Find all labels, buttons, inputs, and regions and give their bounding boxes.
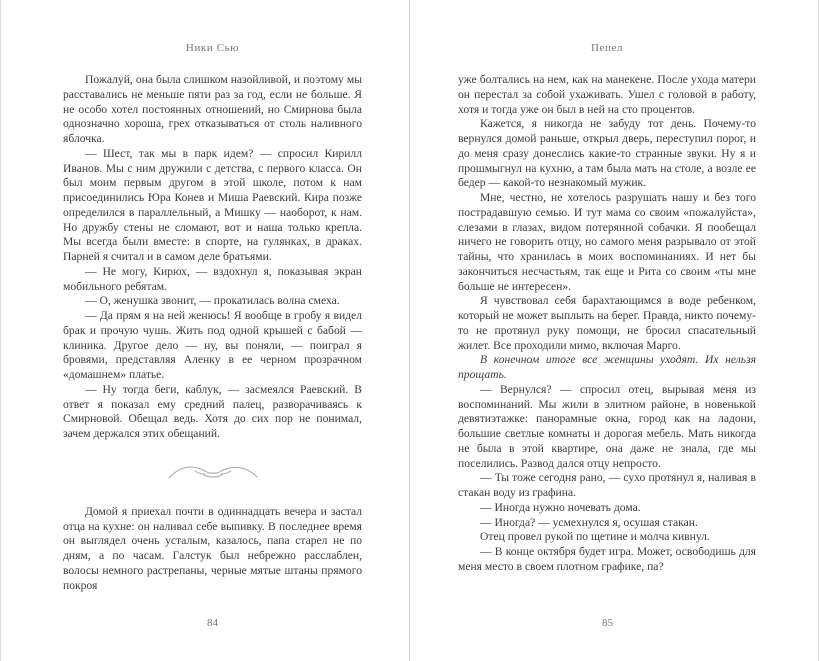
paragraph-italic: В конечном итоге все женщины уходят. Их нельзя прощать. bbox=[458, 353, 756, 381]
paragraph: Пожалуй, она была слишком назойливой, и поэтому мы расставались не меньше пяти раз за год, если не больше. Я не особо хотел постоянных отношений, но Смирнова была однозначно хороша, грех отказываться от столь наливного яблочка. bbox=[63, 73, 362, 145]
page-left-text bbox=[63, 73, 362, 593]
running-header-author: Ники Сью bbox=[185, 42, 240, 54]
page-left bbox=[1, 0, 409, 661]
page-number-right: 85 bbox=[602, 617, 613, 629]
paragraph: — Вернулся? — спросил отец, вырывая меня из воспоминаний. Мы жили в элитном районе, в новенькой девятиэтажке: панорамные окна, город как на ладони, большие светлые комнаты и дорогая мебель. Мать никогда не была в этой квартире, она даже не знала, где мы поселились. Развод дался отцу непросто. bbox=[458, 382, 756, 470]
paragraph: — Да прям я на ней женюсь! Я вообще в гробу я видел брак и прочую чушь. Жить под одной крышей с бабой — клиника. Другое дело — ну, вы поняли, — поиграл я бровями, представляя Аленку в ее черном прозрачном «домашнем» платье. bbox=[63, 309, 362, 381]
hands-flourish-icon bbox=[165, 458, 261, 486]
paragraph: — Ты тоже сегодня рано, — сухо протянул я, наливая в стакан воду из графина. bbox=[458, 471, 756, 499]
paragraph: — Не могу, Кирюх, — вздохнул я, показывая экран мобильного ребятам. bbox=[63, 264, 362, 293]
paragraph: — Иногда нужно ночевать дома. bbox=[480, 500, 641, 514]
paragraph: Кажется, я никогда не забуду тот день. Почему-то вернулся домой раньше, открыл дверь, переступил порог, и до меня сразу донеслись какие-то странные звуки. Ну я и прошмыгнул на кухню, а там была мать на столе, а возле ее бедер — какой-то незнакомый мужик. bbox=[458, 117, 756, 190]
paragraph: уже болтались на нем, как на манекене. После ухода матери он перестал за собой ухаживать. Ушел с головой в работу, хотя и тогда уже он был в ней на сто процентов. bbox=[458, 73, 756, 116]
paragraph: — Иногда? — усмехнулся я, осушая стакан. bbox=[480, 515, 698, 529]
paragraph: Мне, честно, не хотелось разрушать нашу и без того пострадавшую семью. И тут мама со своим «пожалуйста», слезами в глазах, видом потерянной собачки. Я пообещал ничего не говорить отцу, но самого меня разрывало от этой тайны, что хранилась в моих воспоминаниях. И нет бы закончиться несчастьям, так еще и Рита со своим «ты мне больше не интересен». bbox=[458, 191, 756, 293]
section-divider-flourish bbox=[63, 442, 362, 505]
page-right-text bbox=[458, 73, 756, 575]
paragraph: Домой я приехал почти в одиннадцать вечера и застал отца на кухне: он наливал себе выпивку. В последнее время он выглядел очень усталым, казалось, папа старел не по дням, а по часам. Галстук был небрежно расслаблен, волосы немного растрепаны, черные мятые штаны прямого покроя bbox=[63, 504, 362, 592]
paragraph: Я чувствовал себя барахтающимся в воде ребенком, который не может выплыть на берег. Правда, никто почему-то не протянул руку помощи, не бросил спасательный жилет. Все проходили мимо, включая Марго. bbox=[458, 294, 756, 352]
paragraph: — Ну тогда беги, каблук, — засмеялся Раевский. В ответ я показал ему средний палец, разворачиваясь к Смирновой. Обещал ведь. Хотя до сих пор не понимал, зачем держался этих обещаний. bbox=[63, 382, 362, 440]
running-header-title: Пепел bbox=[590, 42, 624, 54]
page-right bbox=[410, 0, 818, 661]
paragraph: — О, женушка звонит, — прокатилась волна смеха. bbox=[85, 294, 340, 308]
paragraph: — В конце октября будет игра. Может, освободишь для меня место в своем плотном графике, па? bbox=[458, 545, 756, 573]
paragraph: — Шест, так мы в парк идем? — спросил Кирилл Иванов. Мы с ним дружили с детства, с первого класса. Он был моим первым другом в этой школе, потом к нам присоединились Юра Конев и Миша Раевский. Кира позже определился в параллельный, а Мишку — наоборот, к нам. Но дружбу стены не сломают, вот и наша только крепла. Мы всегда были вместе: в спорте, на гулянках, в драках. Парней я считал и в самом деле братьями. bbox=[63, 146, 362, 263]
paragraph: Отец провел рукой по щетине и молча кивнул. bbox=[480, 530, 710, 544]
page-number-left: 84 bbox=[207, 617, 218, 629]
